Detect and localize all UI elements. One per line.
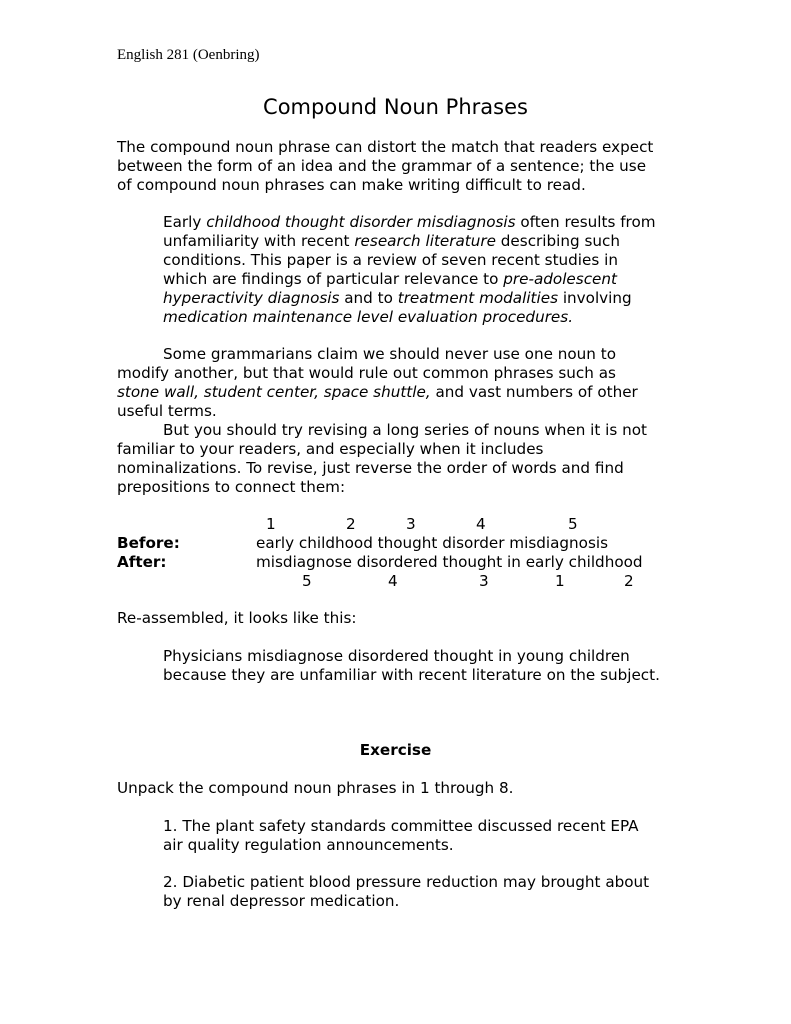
example-line-1: Early childhood thought disorder misdiagnosis often results from xyxy=(163,213,656,231)
example-line-3: conditions. This paper is a review of seven recent studies in xyxy=(163,251,618,269)
grammarians-line-2: modify another, but that would rule out common phrases such as xyxy=(117,364,616,382)
top-number: 5 xyxy=(568,515,578,533)
before-label: Before: xyxy=(117,534,180,552)
revise-line-1: But you should try revising a long series of nouns when it is not xyxy=(163,421,648,439)
revise-line-2: familiar to your readers, and especially when it includes xyxy=(117,440,544,458)
exercise-heading: Exercise xyxy=(359,741,432,759)
top-number: 2 xyxy=(346,515,356,533)
exercise-instruction: Unpack the compound noun phrases in 1 through 8. xyxy=(117,779,514,797)
reassembled-intro: Re-assembled, it looks like this: xyxy=(117,609,357,627)
before-text: early childhood thought disorder misdiagnosis xyxy=(256,534,609,552)
bottom-number: 5 xyxy=(302,572,312,590)
bottom-number: 3 xyxy=(479,572,489,590)
reassembled-line-1: Physicians misdiagnose disordered thought in young children xyxy=(163,647,630,665)
revise-line-4: prepositions to connect them: xyxy=(117,478,346,496)
page-title: Compound Noun Phrases xyxy=(263,95,528,119)
example-line-4: which are findings of particular relevance to pre-adolescent xyxy=(163,270,617,288)
reassembled-line-2: because they are unfamiliar with recent literature on the subject. xyxy=(163,666,660,684)
intro-line-2: between the form of an idea and the grammar of a sentence; the use xyxy=(117,157,647,175)
grammarians-line-3: stone wall, student center, space shuttle, and vast numbers of other xyxy=(117,383,638,401)
grammarians-line-1: Some grammarians claim we should never use one noun to xyxy=(163,345,616,363)
grammarians-line-4: useful terms. xyxy=(117,402,217,420)
after-label: After: xyxy=(117,553,167,571)
exercise-item-1-line-2: air quality regulation announcements. xyxy=(163,836,454,854)
intro-line-1: The compound noun phrase can distort the match that readers expect xyxy=(117,138,654,156)
revise-line-3: nominalizations. To revise, just reverse the order of words and find xyxy=(117,459,624,477)
exercise-item-2-line-1: 2. Diabetic patient blood pressure reduction may brought about xyxy=(163,873,650,891)
exercise-item-2-line-2: by renal depressor medication. xyxy=(163,892,400,910)
course-header: English 281 (Oenbring) xyxy=(117,47,260,63)
bottom-number: 1 xyxy=(555,572,565,590)
bottom-number: 2 xyxy=(624,572,634,590)
after-text: misdiagnose disordered thought in early childhood xyxy=(256,553,643,571)
top-number: 4 xyxy=(476,515,486,533)
bottom-number: 4 xyxy=(388,572,398,590)
example-line-6: medication maintenance level evaluation procedures. xyxy=(163,308,574,326)
intro-line-3: of compound noun phrases can make writing difficult to read. xyxy=(117,176,586,194)
example-line-2: unfamiliarity with recent research literature describing such xyxy=(163,232,620,250)
top-number: 1 xyxy=(266,515,276,533)
exercise-item-1-line-1: 1. The plant safety standards committee discussed recent EPA xyxy=(163,817,639,835)
top-number: 3 xyxy=(406,515,416,533)
example-line-5: hyperactivity diagnosis and to treatment modalities involving xyxy=(163,289,632,307)
